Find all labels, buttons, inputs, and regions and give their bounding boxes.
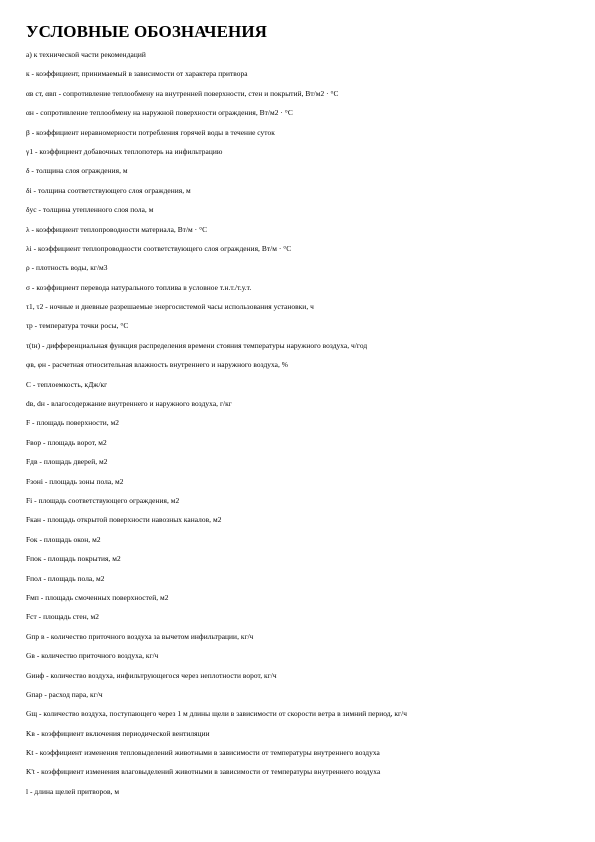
- notation-line: Fпол - площадь пола, м2: [26, 573, 105, 583]
- notation-line: δус - толщина утепленного слоя пола, м: [26, 205, 154, 215]
- notation-line: Gпр в - количество приточного воздуха за вычетом инфильтрации, кг/ч: [26, 631, 254, 641]
- notation-line: τ(tн) - дифференциальная функция распределения времени стояния температуры наружного воздуха, ч/год: [26, 340, 368, 350]
- notation-line: Kt - коэффициент изменения тепловыделений животными в зависимости от температуры внутреннего воздуха: [26, 748, 380, 758]
- notation-line: λi - коэффициент теплопроводности соответствующего слоя ограждения, Вт/м · °С: [26, 243, 292, 253]
- notation-line: С - теплоемкость, кДж/кг: [26, 379, 108, 389]
- notation-line: δi - толщина соответствующего слоя ограждения, м: [26, 185, 191, 195]
- notation-line: Fвор - площадь ворот, м2: [26, 437, 107, 447]
- notation-line: σ - коэффициент перевода натурального топлива в условное т.н.т./т.у.т.: [26, 282, 252, 292]
- notation-line: Kв - коэффициент включения периодической вентиляции: [26, 728, 210, 738]
- notation-line: Fст - площадь стен, м2: [26, 612, 99, 622]
- notation-line: Gв - количество приточного воздуха, кг/ч: [26, 651, 159, 661]
- notation-line: K't - коэффициент изменения влаговыделений животными в зависимости от температуры внутреннего воздуха: [26, 767, 381, 777]
- notation-line: φв, φн - расчетная относительная влажность внутреннего и наружного воздуха, %: [26, 360, 288, 370]
- notation-line: ρ - плотность воды, кг/м3: [26, 263, 108, 273]
- notation-line: Fок - площадь окон, м2: [26, 534, 101, 544]
- notation-line: l - длина щелей притворов, м: [26, 786, 120, 796]
- notation-line: Fi - площадь соответствующего ограждения, м2: [26, 495, 180, 505]
- notation-list: [26, 50, 576, 797]
- notation-line: Fпок - площадь покрытия, м2: [26, 554, 121, 564]
- notation-line: αв ст, αвп - сопротивление теплообмену на внутренней поверхности, стен и покрытий, Вт/м2 · °С: [26, 88, 339, 98]
- notation-line: λ - коэффициент теплопроводности материала, Вт/м · °С: [26, 224, 208, 234]
- notation-line: Gинф - количество воздуха, инфильтрующегося через неплотности ворот, кг/ч: [26, 670, 277, 680]
- notation-line: Gпар - расход пара, кг/ч: [26, 689, 103, 699]
- notation-line: Fмп - площадь смоченных поверхностей, м2: [26, 592, 169, 602]
- notation-line: Fкан - площадь открытой поверхности навозных каналов, м2: [26, 515, 222, 525]
- notation-line: γ1 - коэффициент добавочных теплопотерь на инфильтрацию: [26, 146, 223, 156]
- notation-line: Gщ - количество воздуха, поступающего через 1 м длины щели в зависимости от скорости ветра в зимний период, кг/ч: [26, 709, 407, 719]
- notation-line: αн - сопротивление теплообмену на наружной поверхности ограждения, Вт/м2 · °С: [26, 108, 293, 118]
- document-page: [26, 22, 576, 806]
- notation-line: F - площадь поверхности, м2: [26, 418, 120, 428]
- notation-line: δ - толщина слоя ограждения, м: [26, 166, 128, 176]
- notation-line: τр - температура точки росы, °С: [26, 321, 129, 331]
- notation-line: dв, dн - влагосодержание внутреннего и наружного воздуха, г/кг: [26, 399, 232, 409]
- page-title: УСЛОВНЫЕ ОБОЗНАЧЕНИЯ: [26, 22, 268, 41]
- notation-line: Fдв - площадь дверей, м2: [26, 457, 108, 467]
- notation-line: β - коэффициент неравномерности потребления горячей воды в течение суток: [26, 127, 275, 137]
- notation-line: а) к технической части рекомендаций: [26, 50, 146, 59]
- notation-line: τ1, τ2 - ночные и дневные разрешаемые энергосистемой часы использования установки, ч: [26, 302, 314, 312]
- notation-line: Fзоні - площадь зоны пола, м2: [26, 476, 124, 486]
- notation-line: к - коэффициент, принимаемый в зависимости от характера притвора: [26, 69, 248, 79]
